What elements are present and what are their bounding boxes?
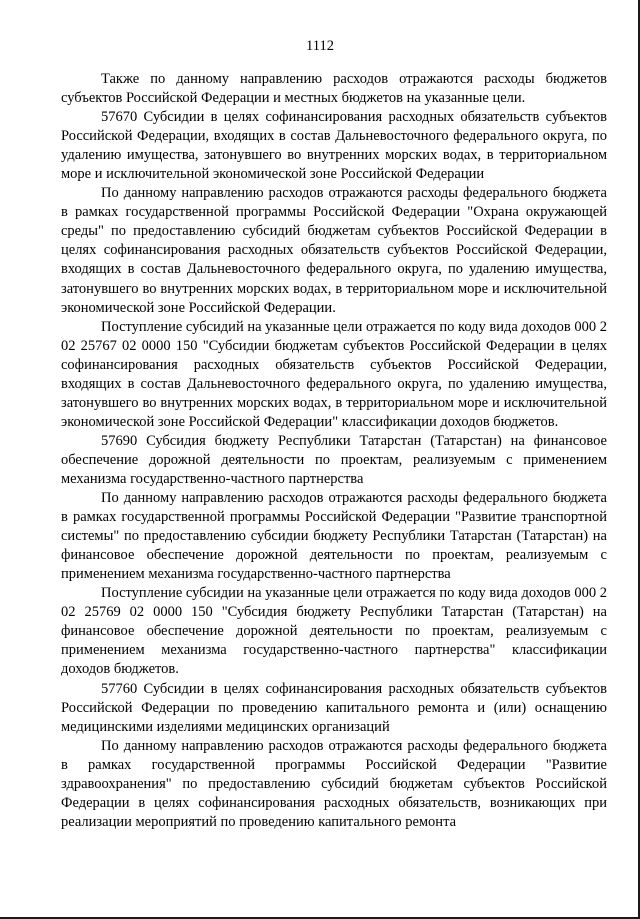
paragraph: По данному направлению расходов отражаются расходы федерального бюджета в рамках государственной программы Российской Федерации "Развитие здравоохранения" по предоставлению субсидий бюджетам субъектов Российской Федерации в целях софинансирования расходных обязательств, возникающих при реализации мероприятий по проведению капитального ремонта — [61, 737, 607, 830]
paragraph: 57670 Субсидии в целях софинансирования расходных обязательств субъектов Российской Федерации, входящих в состав Дальневосточного федерального округа, по удалению имущества, затонувшего во внутренних морских водах, в территориальном море и исключительной экономической зоне Российской Федерации — [61, 109, 607, 183]
paragraph: Поступление субсидий на указанные цели отражается по коду вида доходов 000 2 02 25767 02 0000 150 "Субсидии бюджетам субъектов Российской Федерации в целях софинансирования расходных обязательств субъектов Российской Федерации, входящих в состав Дальневосточного федерального округа, по удалению имущества, затонувшего во внутренних морских водах, в территориальном море и исключительной экономической зоне Российской Федерации" классификации доходов бюджетов. — [61, 318, 607, 430]
paragraph: По данному направлению расходов отражаются расходы федерального бюджета в рамках государственной программы Российской Федерации "Развитие транспортной системы" по предоставлению субсидии бюджету Республики Татарстан (Татарстан) на финансовое обеспечение дорожной деятельности по проектам, реализуемым с применением механизма государственно-частного партнерства — [61, 490, 607, 583]
paragraph: Поступление субсидии на указанные цели отражается по коду вида доходов 000 2 02 25769 02 0000 150 "Субсидия бюджету Республики Татарстан (Татарстан) на финансовое обеспечение дорожной деятельности по проектам, реализуемым с применением механизма государственно-частного партнерства" классификации доходов бюджетов. — [61, 585, 607, 678]
paragraph: Также по данному направлению расходов отражаются расходы бюджетов субъектов Российской Федерации и местных бюджетов на указанные цели. — [61, 71, 607, 107]
page-number: 1112 — [306, 38, 334, 54]
paragraph: 57690 Субсидия бюджету Республики Татарстан (Татарстан) на финансовое обеспечение дорожной деятельности по проектам, реализуемым с применением механизма государственно-частного партнерства — [61, 432, 607, 487]
paragraph: 57760 Субсидии в целях софинансирования расходных обязательств субъектов Российской Федерации по проведению капитального ремонта и (или) оснащению медицинскими изделиями медицинских организаций — [61, 680, 607, 735]
document-body — [61, 70, 607, 832]
paragraph: По данному направлению расходов отражаются расходы федерального бюджета в рамках государственной программы Российской Федерации "Охрана окружающей среды" по предоставлению субсидий бюджетам субъектов Российской Федерации в целях софинансирования расходных обязательств субъектов Российской Федерации, входящих в состав Дальневосточного федерального округа, по удалению имущества, затонувшего во внутренних морских водах, в территориальном море и исключительной экономической зоне Российской Федерации. — [61, 185, 607, 316]
